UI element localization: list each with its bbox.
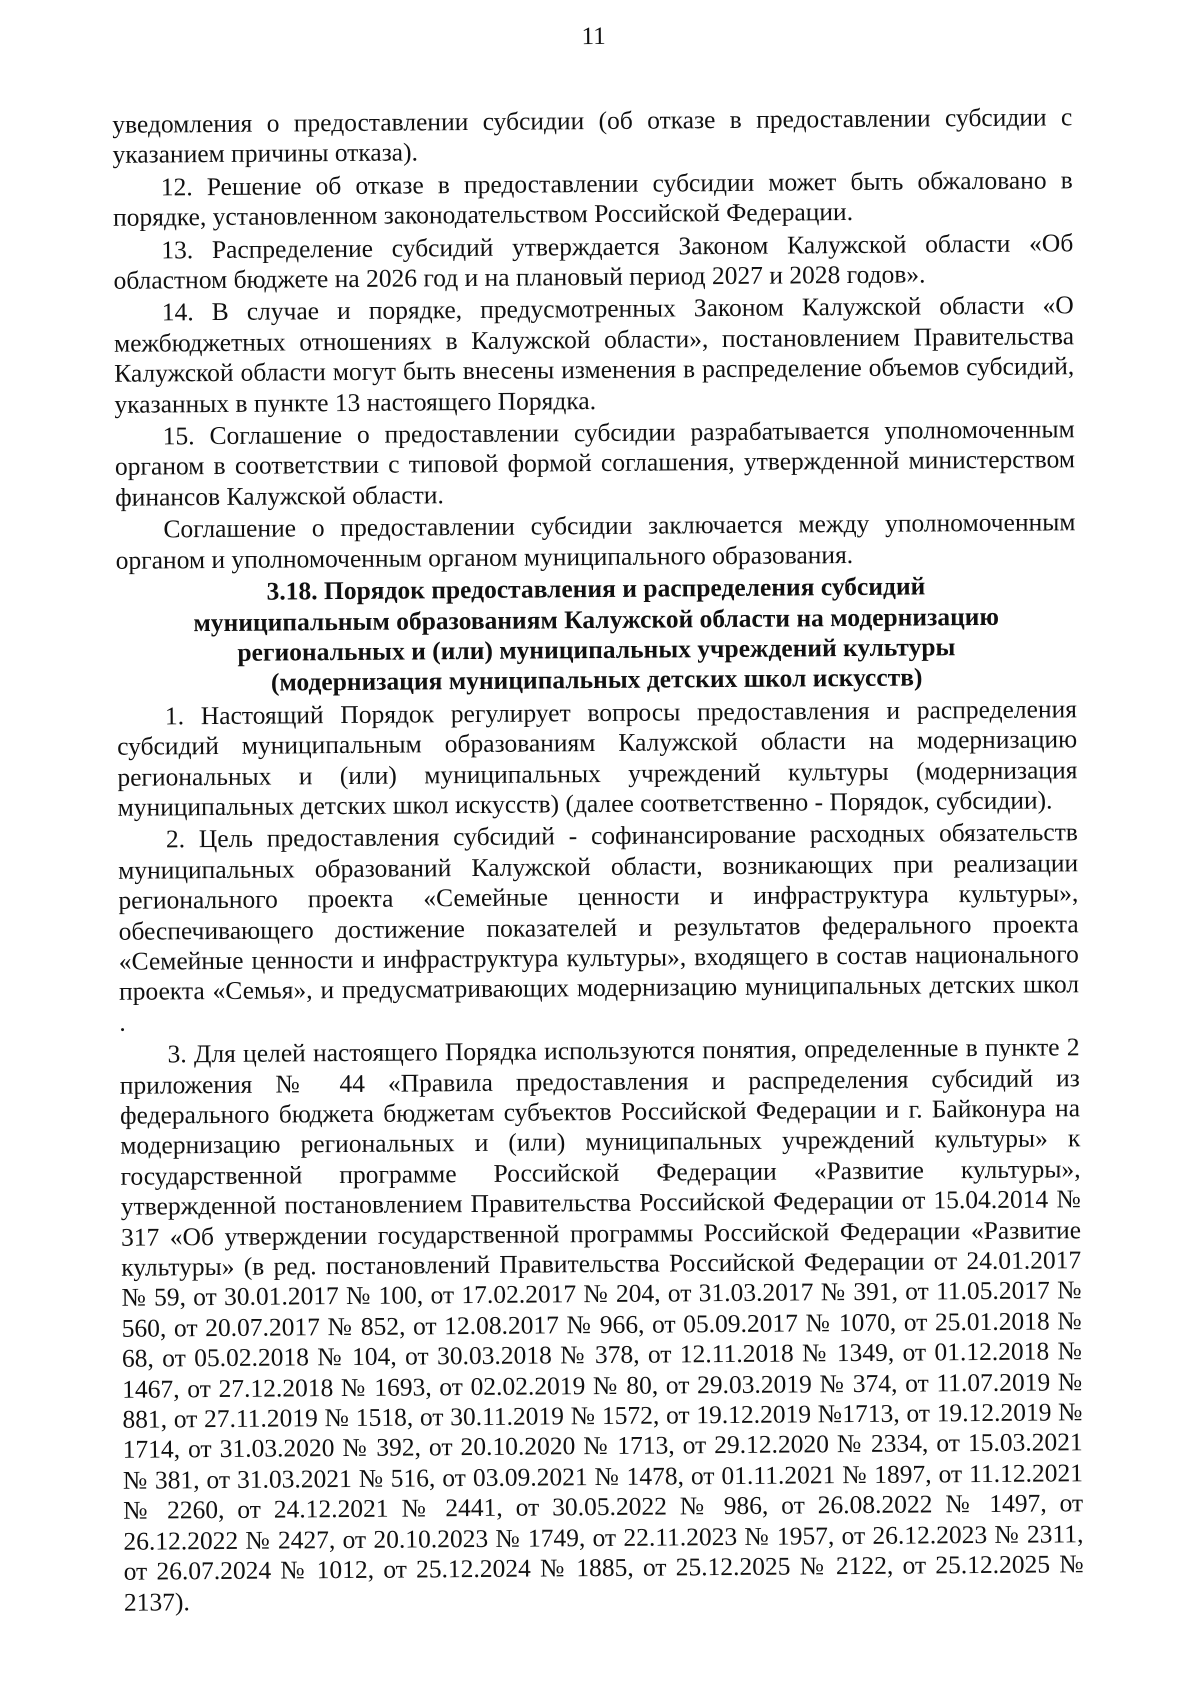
page-number: 11	[581, 22, 606, 51]
paragraph-agreement: Соглашение о предоставлении субсидии заключается между уполномоченным органом и уполномоченным органом муниципального образования.	[115, 507, 1076, 575]
paragraph-14: 14. В случае и порядке, предусмотренных Законом Калужской области «О межбюджетных отношениях в Калужской области», постановлением Правительства Калужской области могут быть внесены изменения в распределение объемов субсидий, указанных в пункте 13 настоящего Порядка.	[113, 290, 1075, 419]
paragraph-13: 13. Распределение субсидий утверждается Законом Калужской области «Об областном бюджете на 2026 год и на плановый период 2027 и 2028 годов».	[113, 227, 1074, 295]
paragraph-notice-continuation: уведомления о предоставлении субсидии (об отказе в предоставлении субсидии с указанием причины отказа).	[112, 102, 1073, 170]
paragraph-3: 3. Для целей настоящего Порядка используются понятия, определенные в пункте 2 приложения № 44 «Правила предоставления и распределения субсидий из федерального бюджета бюджетам субъектов Российской Федерации и г. Байконура на модернизацию региональных и (или) муниципальных учреждений культуры» к государственной программе Российской Федерации «Развитие культуры», утвержденной постановлением Правительства Российской Федерации от 15.04.2014 № 317 «Об утверждении государственной программы Российской Федерации «Развитие культуры» (в ред. постановлений Правительства Российской Федерации от 24.01.2017 № 59, от 30.01.2017 № 100, от 17.02.2017 № 204, от 31.03.2017 № 391, от 11.05.2017 № 560, от 20.07.2017 № 852, от 12.08.2017 № 966, от 05.09.2017 № 1070, от 25.01.2018 № 68, от 05.02.2018 № 104, от 30.03.2018 № 378, от 12.11.2018 № 1349, от 01.12.2018 № 1467, от 27.12.2018 № 1693, от 02.02.2019 № 80, от 29.03.2019 № 374, от 11.07.2019 № 881, от 27.11.2019 № 1518, от 30.11.2019 № 1572, от 19.12.2019 №1713, от 19.12.2019 № 1714, от 31.03.2020 № 392, от 20.10.2020 № 1713, от 29.12.2020 № 2334, от 15.03.2021 № 381, от 31.03.2021 № 516, от 03.09.2021 № 1478, от 01.11.2021 № 1897, от 11.12.2021 № 2260, от 24.12.2021 № 2441, от 30.05.2022 № 986, от 26.08.2022 № 1497, от 26.12.2022 № 2427, от 20.10.2023 № 1749, от 22.11.2023 № 1957, от 26.12.2023 № 2311, от 26.07.2024 № 1012, от 25.12.2024 № 1885, от 25.12.2025 № 2122, от 25.12.2025 № 2137).	[119, 1032, 1084, 1617]
section-heading-3-18: 3.18. Порядок предоставления и распределения субсидий муниципальным образованиям Калужской области на модернизацию региональных и (или) муниципальных учреждений культуры (модернизация муниципальных детских школ искусств)	[193, 571, 1000, 697]
paragraph-2: 2. Цель предоставления субсидий - софинансирование расходных обязательств муниципальных образований Калужской области, возникающих при реализации регионального проекта «Семейные ценности и инфраструктура культуры», обеспечивающего достижение показателей и результатов федерального проекта «Семейные ценности и инфраструктура культуры», входящего в состав национального проекта «Семья», и предусматривающих модернизацию муниципальных детских школ .	[118, 817, 1080, 1037]
paragraph-1: 1. Настоящий Порядок регулирует вопросы предоставления и распределения субсидий муниципальным образованиям Калужской области на модернизацию региональных и (или) муниципальных учреждений культуры (модернизация муниципальных детских школ искусств) (далее соответственно - Порядок, субсидии).	[117, 693, 1078, 822]
paragraph-12: 12. Решение об отказе в предоставлении субсидии может быть обжаловано в порядке, установленном законодательством Российской Федерации.	[112, 165, 1073, 233]
paragraph-15: 15. Соглашение о предоставлении субсидии разрабатывается уполномоченным органом в соответствии с типовой формой соглашения, утвержденной министерством финансов Калужской области.	[114, 414, 1076, 512]
document-body	[112, 102, 1084, 1617]
